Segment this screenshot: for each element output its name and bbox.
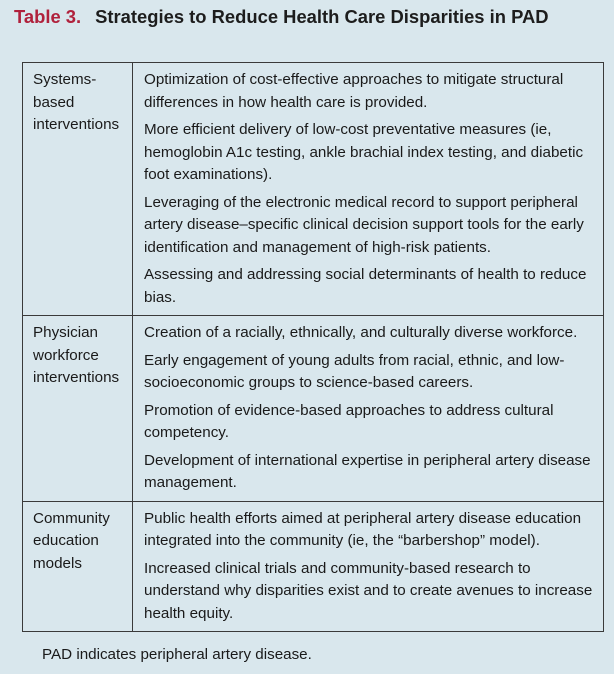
table-label: Table 3. — [14, 6, 82, 27]
row-category — [23, 502, 133, 632]
category-line: models — [33, 554, 82, 572]
category-line: Community — [33, 509, 110, 527]
strategy-item: More efficient delivery of low-cost preventative measures (ie, hemoglobin A1c testing, ankle brachial index testing, and diabetic foot examinations). — [144, 121, 584, 183]
row-items — [133, 63, 603, 315]
strategy-item: Optimization of cost-effective approaches to mitigate structural differences in how health care is provided. — [144, 71, 564, 111]
strategy-item: Assessing and addressing social determinants of health to reduce bias. — [144, 266, 587, 306]
category-line: based — [33, 93, 75, 111]
strategy-item: Public health efforts aimed at peripheral artery disease education integrated into the community (ie, the “barbershop” model). — [144, 509, 582, 549]
category-line: Systems- — [33, 71, 97, 88]
strategy-item: Creation of a racially, ethnically, and culturally diverse workforce. — [144, 324, 578, 341]
row-category — [23, 316, 133, 501]
category-line: Physician — [33, 324, 98, 341]
category-line: workforce — [33, 346, 99, 364]
table-row — [23, 501, 603, 632]
strategy-item: Promotion of evidence-based approaches to address cultural competency. — [144, 401, 554, 441]
strategy-item: Development of international expertise in peripheral artery disease management. — [144, 451, 591, 491]
table-row — [23, 315, 603, 501]
row-items — [133, 502, 603, 632]
category-line: education — [33, 532, 99, 549]
category-line: interventions — [33, 116, 120, 133]
strategy-item: Leveraging of the electronic medical record to support peripheral artery disease–specific clinical decision support tools for the early identification and management of high-risk patients. — [144, 193, 584, 256]
category-line: interventions — [33, 369, 120, 386]
table-title — [14, 5, 604, 29]
table-footnote: PAD indicates peripheral artery disease. — [42, 646, 312, 663]
row-category — [23, 63, 133, 315]
strategy-item: Early engagement of young adults from racial, ethnic, and low-socioeconomic groups to science-based careers. — [144, 351, 565, 391]
table-title-text: Strategies to Reduce Health Care Disparities in PAD — [95, 6, 549, 27]
row-items — [133, 316, 603, 501]
table-row — [23, 63, 603, 315]
strategy-item: Increased clinical trials and community-based research to understand why disparities exist and to create avenues to increase health equity. — [144, 559, 593, 622]
strategies-table — [22, 62, 604, 632]
